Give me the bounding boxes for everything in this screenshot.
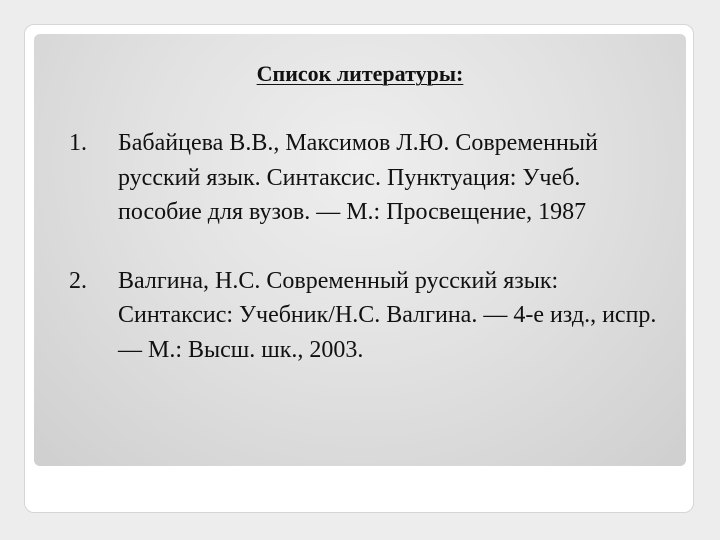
reference-item xyxy=(64,264,664,368)
reference-list xyxy=(64,126,664,367)
reference-item xyxy=(64,126,664,230)
reference-text: Бабайцева В.В., Максимов Л.Ю. Современный русский язык. Синтаксис. Пунктуация: Учеб. пособие для вузов. — М.: Просвещение, 1987 xyxy=(118,130,598,225)
slide-title: Список литературы: xyxy=(256,61,464,86)
reference-text: Валгина, Н.С. Современный русский язык: Синтаксис: Учебник/Н.С. Валгина. — 4-е изд., испр. — М.: Высш. шк., 2003. xyxy=(118,267,657,363)
reference-number: 2. xyxy=(69,267,87,294)
reference-number: 1. xyxy=(69,130,87,156)
